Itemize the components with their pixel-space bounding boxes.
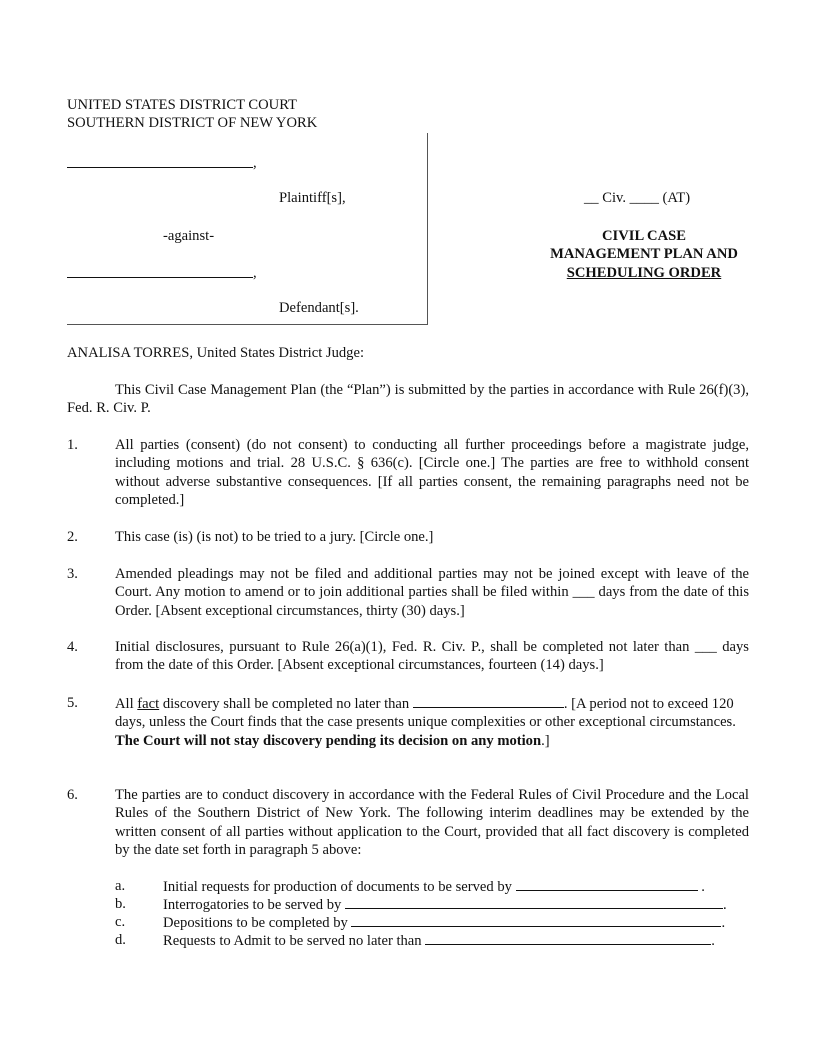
title-line-2: MANAGEMENT PLAN AND: [550, 246, 738, 263]
paragraph-number: 4.: [67, 639, 78, 655]
court-header: [67, 96, 427, 133]
paragraph-number: 5.: [67, 695, 78, 711]
defendant-name-line: [67, 277, 253, 278]
paragraph-number: 1.: [67, 437, 78, 453]
paragraph-text: All parties (consent) (do not consent) to conducting all further proceedings before a magistrate judge, including motions and trial. 28 U.S.C. § 636(c). [Circle one.] The parties are free to withhold consent without adverse substantive consequences. [If all parties consent, the remaining paragraphs need not be completed.]: [115, 437, 749, 508]
case-number: __ Civ. ____ (AT): [584, 190, 691, 206]
judge-line: ANALISA TORRES, United States District Judge:: [67, 345, 365, 361]
paragraph-text: This case (is) (is not) to be tried to a jury. [Circle one.]: [115, 529, 434, 545]
title-line-1: CIVIL CASE: [602, 228, 686, 244]
plaintiff-name-line: [67, 167, 253, 168]
text-segment: . [A period not to exceed 120 days, unless the Court finds that the case presents unique complexities or other exceptional circumstances.: [115, 696, 736, 731]
subitem-letter: a.: [115, 878, 126, 894]
subitem-letter: d.: [115, 932, 126, 948]
subitem-text: Requests to Admit to be served no later than: [163, 933, 426, 949]
subitem-text: Depositions to be completed by: [163, 915, 352, 931]
subitem-end: .: [721, 915, 726, 931]
paragraph-text: [115, 638, 749, 675]
paragraph-text: The parties are to conduct discovery in accordance with the Federal Rules of Civil Procedure and the Local Rules of the Southern District of New York. The following interim deadlines may be extended by the written consent of all parties without application to the Court, provided that all fact discovery is completed by the date set forth in paragraph 5 above:: [115, 787, 749, 858]
text-segment: discovery shall be completed no later than: [159, 696, 413, 712]
plaintiff-comma: ,: [253, 155, 257, 171]
subitem-end: .: [697, 879, 705, 895]
text-segment: Amended pleadings may not be filed and additional parties may not be joined except with leave of the Court. Any motion to amend or to join additional parties shall be filed within: [115, 566, 749, 601]
defendant-comma: ,: [253, 265, 257, 281]
paragraph-number: 2.: [67, 529, 78, 545]
interrogatories-date-field[interactable]: [345, 895, 723, 909]
paragraph-number: 3.: [67, 566, 78, 582]
text-segment: days from the date of this Order. [Absent exceptional circumstances, thirty (30) days.]: [115, 584, 750, 619]
against-label: -against-: [163, 228, 215, 244]
blank-field: ___: [572, 584, 595, 601]
subitem-text: Initial requests for production of documents to be served by: [163, 879, 516, 895]
paragraph-text: [115, 694, 749, 750]
paragraph-number: 6.: [67, 787, 78, 803]
blank-field: ___: [694, 639, 717, 655]
subitem-text: Interrogatories to be served by: [163, 897, 345, 913]
paragraph-text: [115, 565, 749, 620]
depositions-date-field[interactable]: [351, 913, 721, 927]
defendant-label: Defendant[s].: [279, 300, 359, 316]
court-district: SOUTHERN DISTRICT OF NEW YORK: [67, 115, 318, 132]
requests-to-admit-date-field[interactable]: [425, 931, 711, 945]
bold-notice: The Court will not stay discovery pending its decision on any motion: [115, 732, 542, 749]
fact-word: fact: [137, 696, 160, 712]
subitem-end: .: [722, 897, 727, 913]
text-segment: .]: [541, 732, 550, 749]
title-line-3: SCHEDULING ORDER: [566, 264, 722, 281]
caption-box: [67, 133, 428, 325]
text-segment: Initial disclosures, pursuant to Rule 26(a)(1), Fed. R. Civ. P., shall be completed not later than: [115, 639, 695, 655]
fact-discovery-date-field[interactable]: [413, 694, 564, 708]
subitem-letter: b.: [115, 896, 126, 912]
intro-paragraph: This Civil Case Management Plan (the “Plan”) is submitted by the parties in accordance with Rule 26(f)(3), Fed. R. Civ. P.: [67, 382, 749, 417]
text-segment: All: [115, 696, 138, 712]
text-segment: days from the date of this Order. [Absent exceptional circumstances, fourteen (14) days.]: [115, 639, 749, 674]
subitem-end: .: [711, 933, 715, 949]
court-name: UNITED STATES DISTRICT COURT: [67, 97, 297, 113]
subitem-letter: c.: [115, 914, 126, 930]
document-title: [520, 227, 768, 282]
document-requests-date-field[interactable]: [516, 877, 698, 891]
plaintiff-label: Plaintiff[s],: [279, 190, 346, 206]
